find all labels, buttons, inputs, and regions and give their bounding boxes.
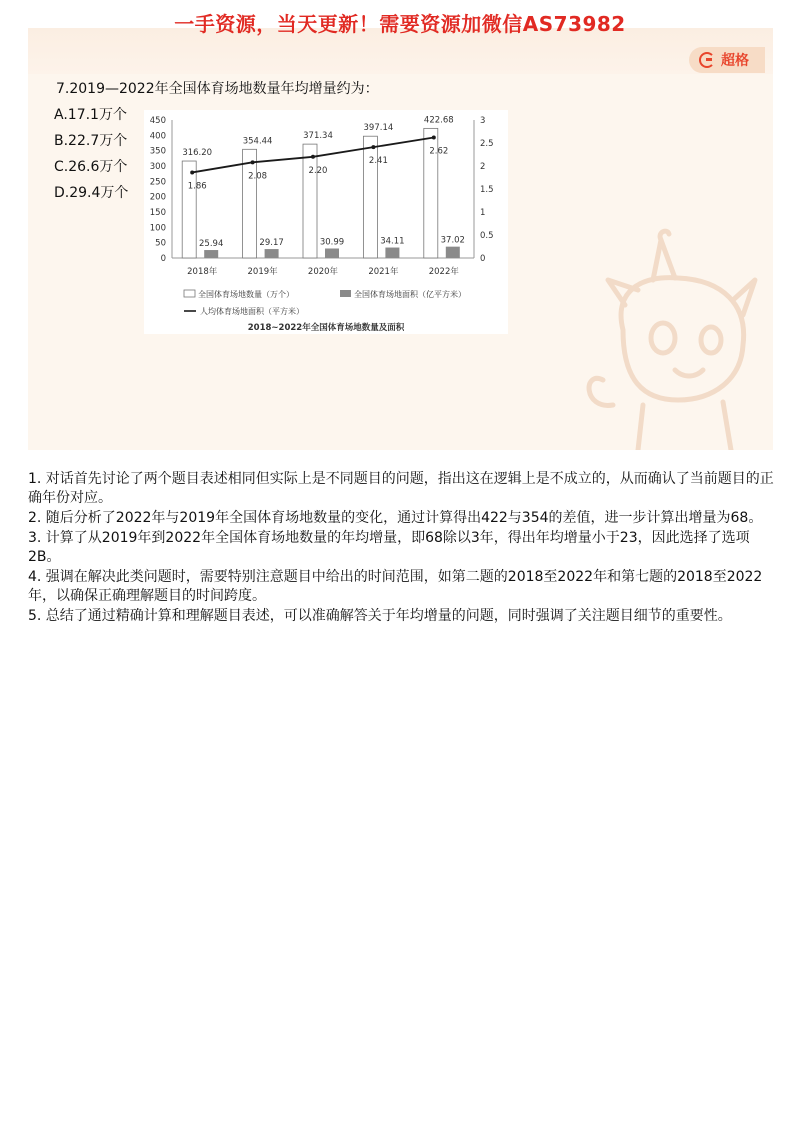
legend-swatch-count bbox=[184, 290, 195, 297]
chart-figure bbox=[144, 110, 508, 334]
bar-area bbox=[204, 250, 218, 258]
right-axis-tick-label: 2 bbox=[480, 162, 486, 172]
left-axis-tick-label: 0 bbox=[160, 254, 166, 264]
bar-count bbox=[182, 161, 196, 258]
left-axis-tick-label: 50 bbox=[155, 238, 166, 249]
data-label-count: 422.68 bbox=[423, 115, 454, 126]
summary-item-1: 1. 对话首先讨论了两个题目表述相同但实际上是不同题目的问题，指出这在逻辑上是不成立的，从而确认了当前题目的正确年份对应。 bbox=[28, 471, 774, 506]
bar-area bbox=[325, 248, 339, 258]
left-axis-tick-label: 150 bbox=[149, 208, 166, 218]
data-label-area: 30.99 bbox=[319, 237, 345, 248]
line-point bbox=[371, 145, 375, 149]
left-axis-tick-label: 200 bbox=[149, 192, 166, 203]
left-axis-tick-label: 400 bbox=[149, 131, 166, 142]
answer-options bbox=[54, 104, 128, 208]
data-label-area: 29.17 bbox=[259, 238, 284, 249]
summary-item-2: 2. 随后分析了2022年与2019年全国体育场地数量的变化，通过计算得出422与354的差值，进一步计算出增量为68。 bbox=[28, 510, 763, 526]
bar-area bbox=[446, 247, 460, 258]
question-slide bbox=[28, 28, 773, 450]
data-label-per-capita: 1.86 bbox=[187, 181, 207, 192]
line-point bbox=[190, 170, 194, 174]
legend-label-line: 人均体育场地面积（平方米） bbox=[200, 307, 304, 316]
x-axis-tick-label: 2022年 bbox=[428, 267, 459, 277]
line-point bbox=[251, 160, 255, 164]
brand-name: 超格 bbox=[721, 53, 749, 69]
data-label-area: 34.11 bbox=[380, 236, 405, 247]
x-axis-tick-label: 2020年 bbox=[307, 267, 339, 277]
summary-item-3: 3. 计算了从2019年到2022年全国体育场地数量的年均增量，即68除以3年，得出年均增量小于23，因此选择了选项2B。 bbox=[28, 530, 750, 565]
right-axis-tick-label: 1.5 bbox=[480, 185, 494, 195]
right-axis-tick-label: 0 bbox=[480, 254, 486, 264]
line-point bbox=[311, 155, 315, 159]
left-axis-tick-label: 100 bbox=[149, 223, 166, 234]
legend-label-area: 全国体育场地面积（亿平方米） bbox=[354, 290, 466, 299]
data-label-area: 37.02 bbox=[440, 235, 465, 246]
data-label-count: 397.14 bbox=[363, 123, 394, 134]
data-label-per-capita: 2.62 bbox=[429, 146, 449, 157]
right-axis-tick-label: 0.5 bbox=[480, 231, 494, 241]
right-axis-tick-label: 1 bbox=[480, 208, 486, 218]
bar-count bbox=[243, 149, 257, 258]
option-a: A.17.1万个 bbox=[54, 107, 127, 123]
data-label-count: 371.34 bbox=[303, 131, 333, 142]
brand-logo-icon bbox=[699, 52, 715, 68]
option-b: B.22.7万个 bbox=[54, 133, 128, 149]
bar-area bbox=[265, 249, 279, 258]
right-axis-tick-label: 3 bbox=[480, 116, 486, 126]
bar-count bbox=[363, 136, 377, 258]
left-axis-tick-label: 450 bbox=[149, 116, 166, 126]
bar-count bbox=[303, 144, 317, 258]
x-axis-tick-label: 2021年 bbox=[368, 267, 399, 277]
data-label-per-capita: 2.08 bbox=[248, 171, 268, 182]
left-axis-tick-label: 250 bbox=[149, 177, 166, 188]
summary-notes bbox=[28, 470, 776, 627]
option-c: C.26.6万个 bbox=[54, 159, 128, 175]
summary-item-4: 4. 强调在解决此类问题时，需要特别注意题目中给出的时间范围，如第二题的2018至2022年和第七题的2018至2022年，以确保正确理解题目的时间跨度。 bbox=[28, 569, 763, 604]
left-axis-tick-label: 300 bbox=[149, 162, 166, 172]
brand-badge bbox=[689, 47, 765, 73]
x-axis-tick-label: 2018年 bbox=[187, 267, 218, 277]
bar-area bbox=[385, 248, 399, 258]
left-axis-tick-label: 350 bbox=[149, 146, 166, 157]
legend-label-count: 全国体育场地数量（万个） bbox=[198, 290, 294, 299]
data-label-per-capita: 2.20 bbox=[308, 165, 328, 176]
chart-title: 2018~2022年全国体育场地数量及面积 bbox=[247, 323, 405, 333]
mascot-illustration bbox=[583, 220, 773, 450]
x-axis-tick-label: 2019年 bbox=[247, 267, 278, 277]
watermark-banner: 一手资源，当天更新！需要资源加微信AS73982 bbox=[174, 12, 626, 36]
line-point bbox=[432, 135, 436, 139]
question-stem: 7.2019—2022年全国体育场地数量年均增量约为： bbox=[56, 81, 379, 97]
data-label-count: 316.20 bbox=[182, 148, 213, 159]
option-d: D.29.4万个 bbox=[54, 185, 129, 201]
chart-svg bbox=[144, 110, 508, 334]
data-label-per-capita: 2.41 bbox=[368, 156, 388, 167]
right-axis-tick-label: 2.5 bbox=[480, 139, 494, 149]
data-label-count: 354.44 bbox=[242, 136, 273, 147]
legend-swatch-area bbox=[340, 290, 351, 297]
summary-item-5: 5. 总结了通过精确计算和理解题目表述，可以准确解答关于年均增量的问题，同时强调了关注题目细节的重要性。 bbox=[28, 608, 732, 624]
data-label-area: 25.94 bbox=[199, 239, 224, 250]
